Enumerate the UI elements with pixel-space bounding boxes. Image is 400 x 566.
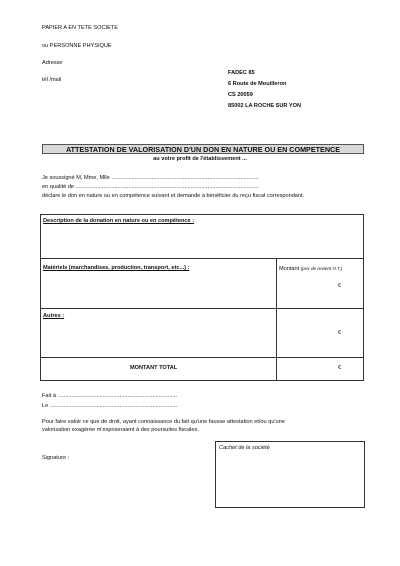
amount-label-text: Montant — [279, 266, 300, 272]
total-currency: € — [338, 365, 342, 371]
materials-field[interactable] — [41, 273, 275, 307]
recipient-street: 6 Route de Mouilleron — [228, 81, 287, 87]
place-line[interactable]: Fait à ............................................................................. — [42, 393, 178, 399]
declaration-name-line[interactable]: Je soussigné M, Mme, Mlle ............................................................................................... — [42, 175, 259, 181]
row-divider — [40, 258, 364, 259]
title-banner — [42, 144, 364, 154]
row-divider — [40, 357, 364, 358]
row-divider — [40, 308, 364, 309]
column-divider — [276, 258, 277, 381]
recipient-name: FADEC 85 — [228, 70, 255, 76]
others-currency: € — [338, 330, 342, 336]
declaration-statement: déclare le don en nature ou en compétence suivant et demande à bénéficier du reçu fiscal correspondant. — [42, 193, 305, 199]
legal-notice-line1: Pour faire valoir ce que de droit, ayant connaissance du fait qu'une fausse attestation et/ou qu'une — [42, 419, 285, 425]
date-line[interactable]: Le .................................................................................. — [42, 403, 178, 409]
sender-address: Adresse — [42, 60, 63, 66]
sender-type-line: ou PERSONNE PHYSIQUE — [42, 43, 112, 49]
description-label: Description de la donation en nature ou en compétence : — [43, 218, 195, 224]
document-title: ATTESTATION DE VALORISATION D'UN DON EN NATURE OU EN COMPETENCE — [65, 145, 341, 154]
declaration-role-line[interactable]: en qualité de ...................................................................................................................... — [42, 184, 259, 190]
sender-header-line: PAPIER A EN TETE SOCIETE — [42, 25, 118, 31]
sender-contact: tél /mail — [42, 77, 62, 83]
description-field[interactable] — [41, 226, 363, 257]
stamp-label: Cachet de la société — [219, 445, 270, 451]
total-label: MONTANT TOTAL — [130, 365, 178, 371]
recipient-cs: CS 20059 — [228, 92, 253, 98]
signature-label: Signature : — [42, 455, 70, 461]
others-label: Autres : — [43, 313, 65, 319]
amount-note: (prix de revient H.T.) — [300, 266, 343, 271]
materials-label: Matériels (marchandises, production, transport, etc...) : — [43, 265, 190, 271]
materials-amount-field[interactable] — [277, 274, 363, 307]
others-amount-field[interactable] — [277, 310, 363, 355]
amount-label — [279, 265, 342, 273]
document-subtitle: au votre profit de l'établissement ... — [153, 156, 247, 162]
legal-notice-line2: valorisation exagérée m'exposeraient à des poursuites fiscales. — [42, 427, 199, 433]
others-field[interactable] — [41, 320, 275, 355]
company-stamp-box[interactable] — [215, 441, 365, 508]
total-amount-field[interactable] — [277, 359, 363, 380]
materials-currency: € — [338, 283, 342, 289]
recipient-city: 85002 LA ROCHE SUR YON — [228, 103, 302, 109]
